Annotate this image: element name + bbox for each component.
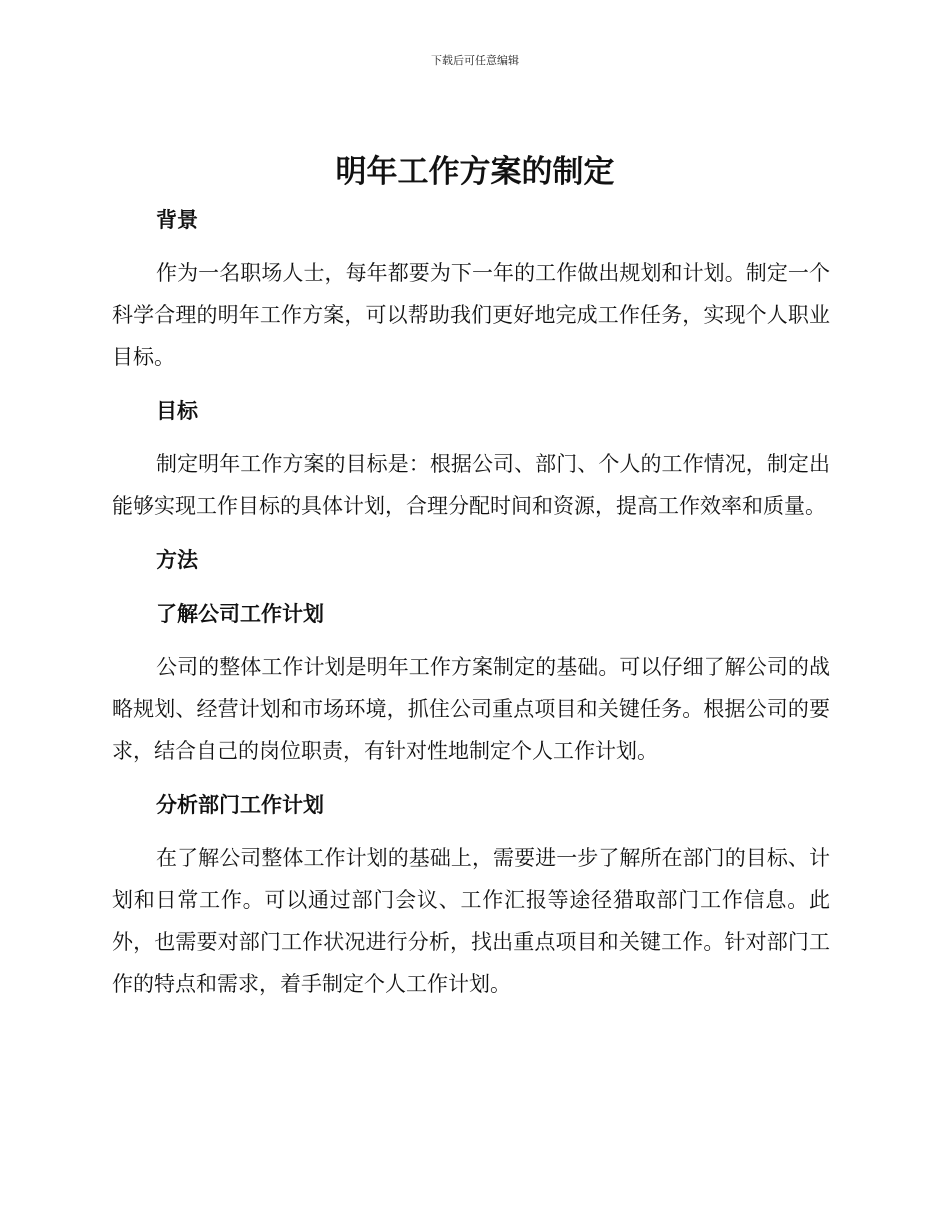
section-heading-goal: 目标 bbox=[156, 399, 198, 423]
header-note: 下载后可任意编辑 bbox=[431, 54, 519, 67]
paragraph-department-plan: 在了解公司整体工作计划的基础上，需要进一步了解所在部门的目标、计划和日常工作。可以通过部门会议、工作汇报等途径猎取部门工作信息。此外，也需要对部门工作状况进行分析，找出重点项目和关键工作。针对部门工作的特点和需求，着手制定个人工作计划。 bbox=[112, 846, 830, 996]
paragraph-background: 作为一名职场人士，每年都要为下一年的工作做出规划和计划。制定一个科学合理的明年工作方案，可以帮助我们更好地完成工作任务，实现个人职业目标。 bbox=[112, 261, 830, 369]
section-heading-background: 背景 bbox=[156, 208, 198, 232]
section-spacer bbox=[112, 241, 830, 252]
section-spacer bbox=[112, 826, 830, 837]
section-spacer bbox=[112, 635, 830, 646]
section-spacer bbox=[112, 527, 830, 539]
section-heading-department-plan: 分析部门工作计划 bbox=[156, 793, 324, 817]
section-heading-method: 方法 bbox=[156, 548, 198, 572]
section-spacer bbox=[112, 432, 830, 443]
document-title: 明年工作方案的制定 bbox=[335, 154, 615, 190]
document-body bbox=[112, 199, 830, 1005]
section-heading-company-plan: 了解公司工作计划 bbox=[156, 602, 324, 626]
section-spacer bbox=[112, 378, 830, 390]
paragraph-goal: 制定明年工作方案的目标是：根据公司、部门、个人的工作情况，制定出能够实现工作目标的具体计划，合理分配时间和资源，提高工作效率和质量。 bbox=[112, 452, 830, 518]
section-spacer bbox=[112, 772, 830, 784]
section-spacer bbox=[112, 581, 830, 593]
paragraph-company-plan: 公司的整体工作计划是明年工作方案制定的基础。可以仔细了解公司的战略规划、经营计划和市场环境，抓住公司重点项目和关键任务。根据公司的要求，结合自己的岗位职责，有针对性地制定个人工作计划。 bbox=[112, 655, 830, 763]
